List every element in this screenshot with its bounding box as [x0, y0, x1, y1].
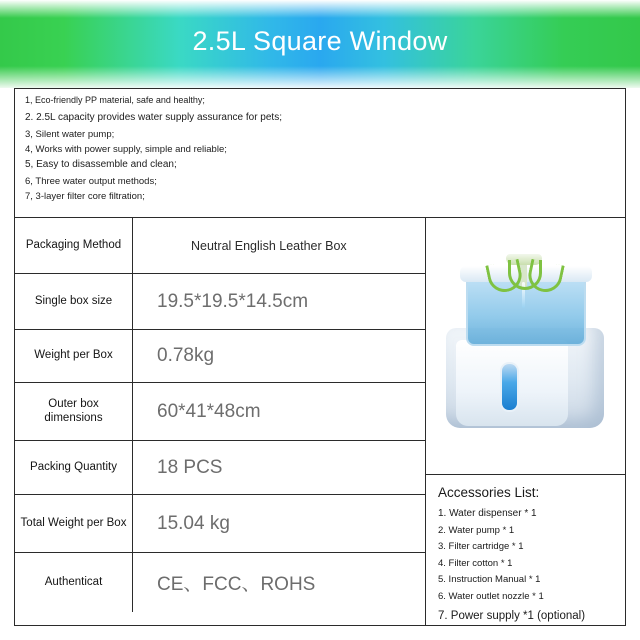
product-image-cell: [426, 218, 625, 475]
list-item: 1. Water dispenser * 1: [438, 508, 537, 519]
table-row: [15, 441, 425, 495]
feature-item: 7, 3-layer filter core filtration;: [25, 191, 145, 203]
spec-value: 0.78kg: [157, 345, 215, 366]
list-item: 4. Filter cotton * 1: [438, 557, 513, 569]
spec-value: Neutral English Leather Box: [191, 238, 347, 253]
list-item: 7. Power supply *1 (optional): [438, 609, 586, 622]
spec-sheet-table: [14, 88, 626, 626]
feature-item: 2. 2.5L capacity provides water supply assurance for pets;: [25, 111, 282, 123]
feature-item: 3, Silent water pump;: [25, 128, 115, 140]
spec-label: Packing Quantity: [15, 441, 133, 494]
feature-item: 4, Works with power supply, simple and reliable;: [25, 143, 227, 155]
banner-bottom-fade: [0, 66, 640, 90]
spec-label: Single box size: [15, 274, 133, 329]
header-banner: [0, 0, 640, 88]
specifications-table: [15, 218, 425, 612]
table-row: [15, 218, 425, 274]
list-item: 3. Filter cartridge * 1: [438, 541, 524, 553]
page-title: 2.5L Square Window: [192, 26, 448, 56]
banner-top-fade: [0, 0, 640, 18]
table-row: [15, 553, 425, 612]
spec-label: Outer box dimensions: [15, 383, 133, 440]
features-list: [15, 89, 625, 218]
water-level-window: [502, 364, 517, 410]
table-row: [15, 330, 425, 383]
pet-water-fountain-illustration: [444, 254, 609, 434]
feature-item: 1, Eco-friendly PP material, safe and healthy;: [25, 95, 205, 105]
list-item: 5. Instruction Manual * 1: [438, 574, 541, 586]
table-row: [15, 274, 425, 330]
list-item: 2. Water pump * 1: [438, 525, 515, 536]
right-column: [425, 218, 625, 626]
spec-value: 60*41*48cm: [157, 400, 261, 422]
feature-item: 5, Easy to disassemble and clean;: [25, 159, 177, 171]
spec-label: Packaging Method: [15, 218, 133, 273]
spec-label: Authenticat: [15, 553, 133, 612]
spec-value: 15.04 kg: [157, 512, 230, 534]
spec-value: 18 PCS: [157, 456, 223, 478]
spec-label: Weight per Box: [15, 330, 133, 382]
spec-label: Total Weight per Box: [15, 495, 133, 552]
table-row: [15, 495, 425, 553]
spec-value: 19.5*19.5*14.5cm: [157, 290, 309, 312]
spec-value: CE、FCC、ROHS: [157, 574, 316, 595]
list-item: 6. Water outlet nozzle * 1: [438, 590, 544, 602]
accessories-title: Accessories List:: [438, 485, 540, 500]
accessories-list: [426, 475, 625, 625]
table-row: [15, 383, 425, 441]
feature-item: 6, Three water output methods;: [25, 175, 157, 187]
